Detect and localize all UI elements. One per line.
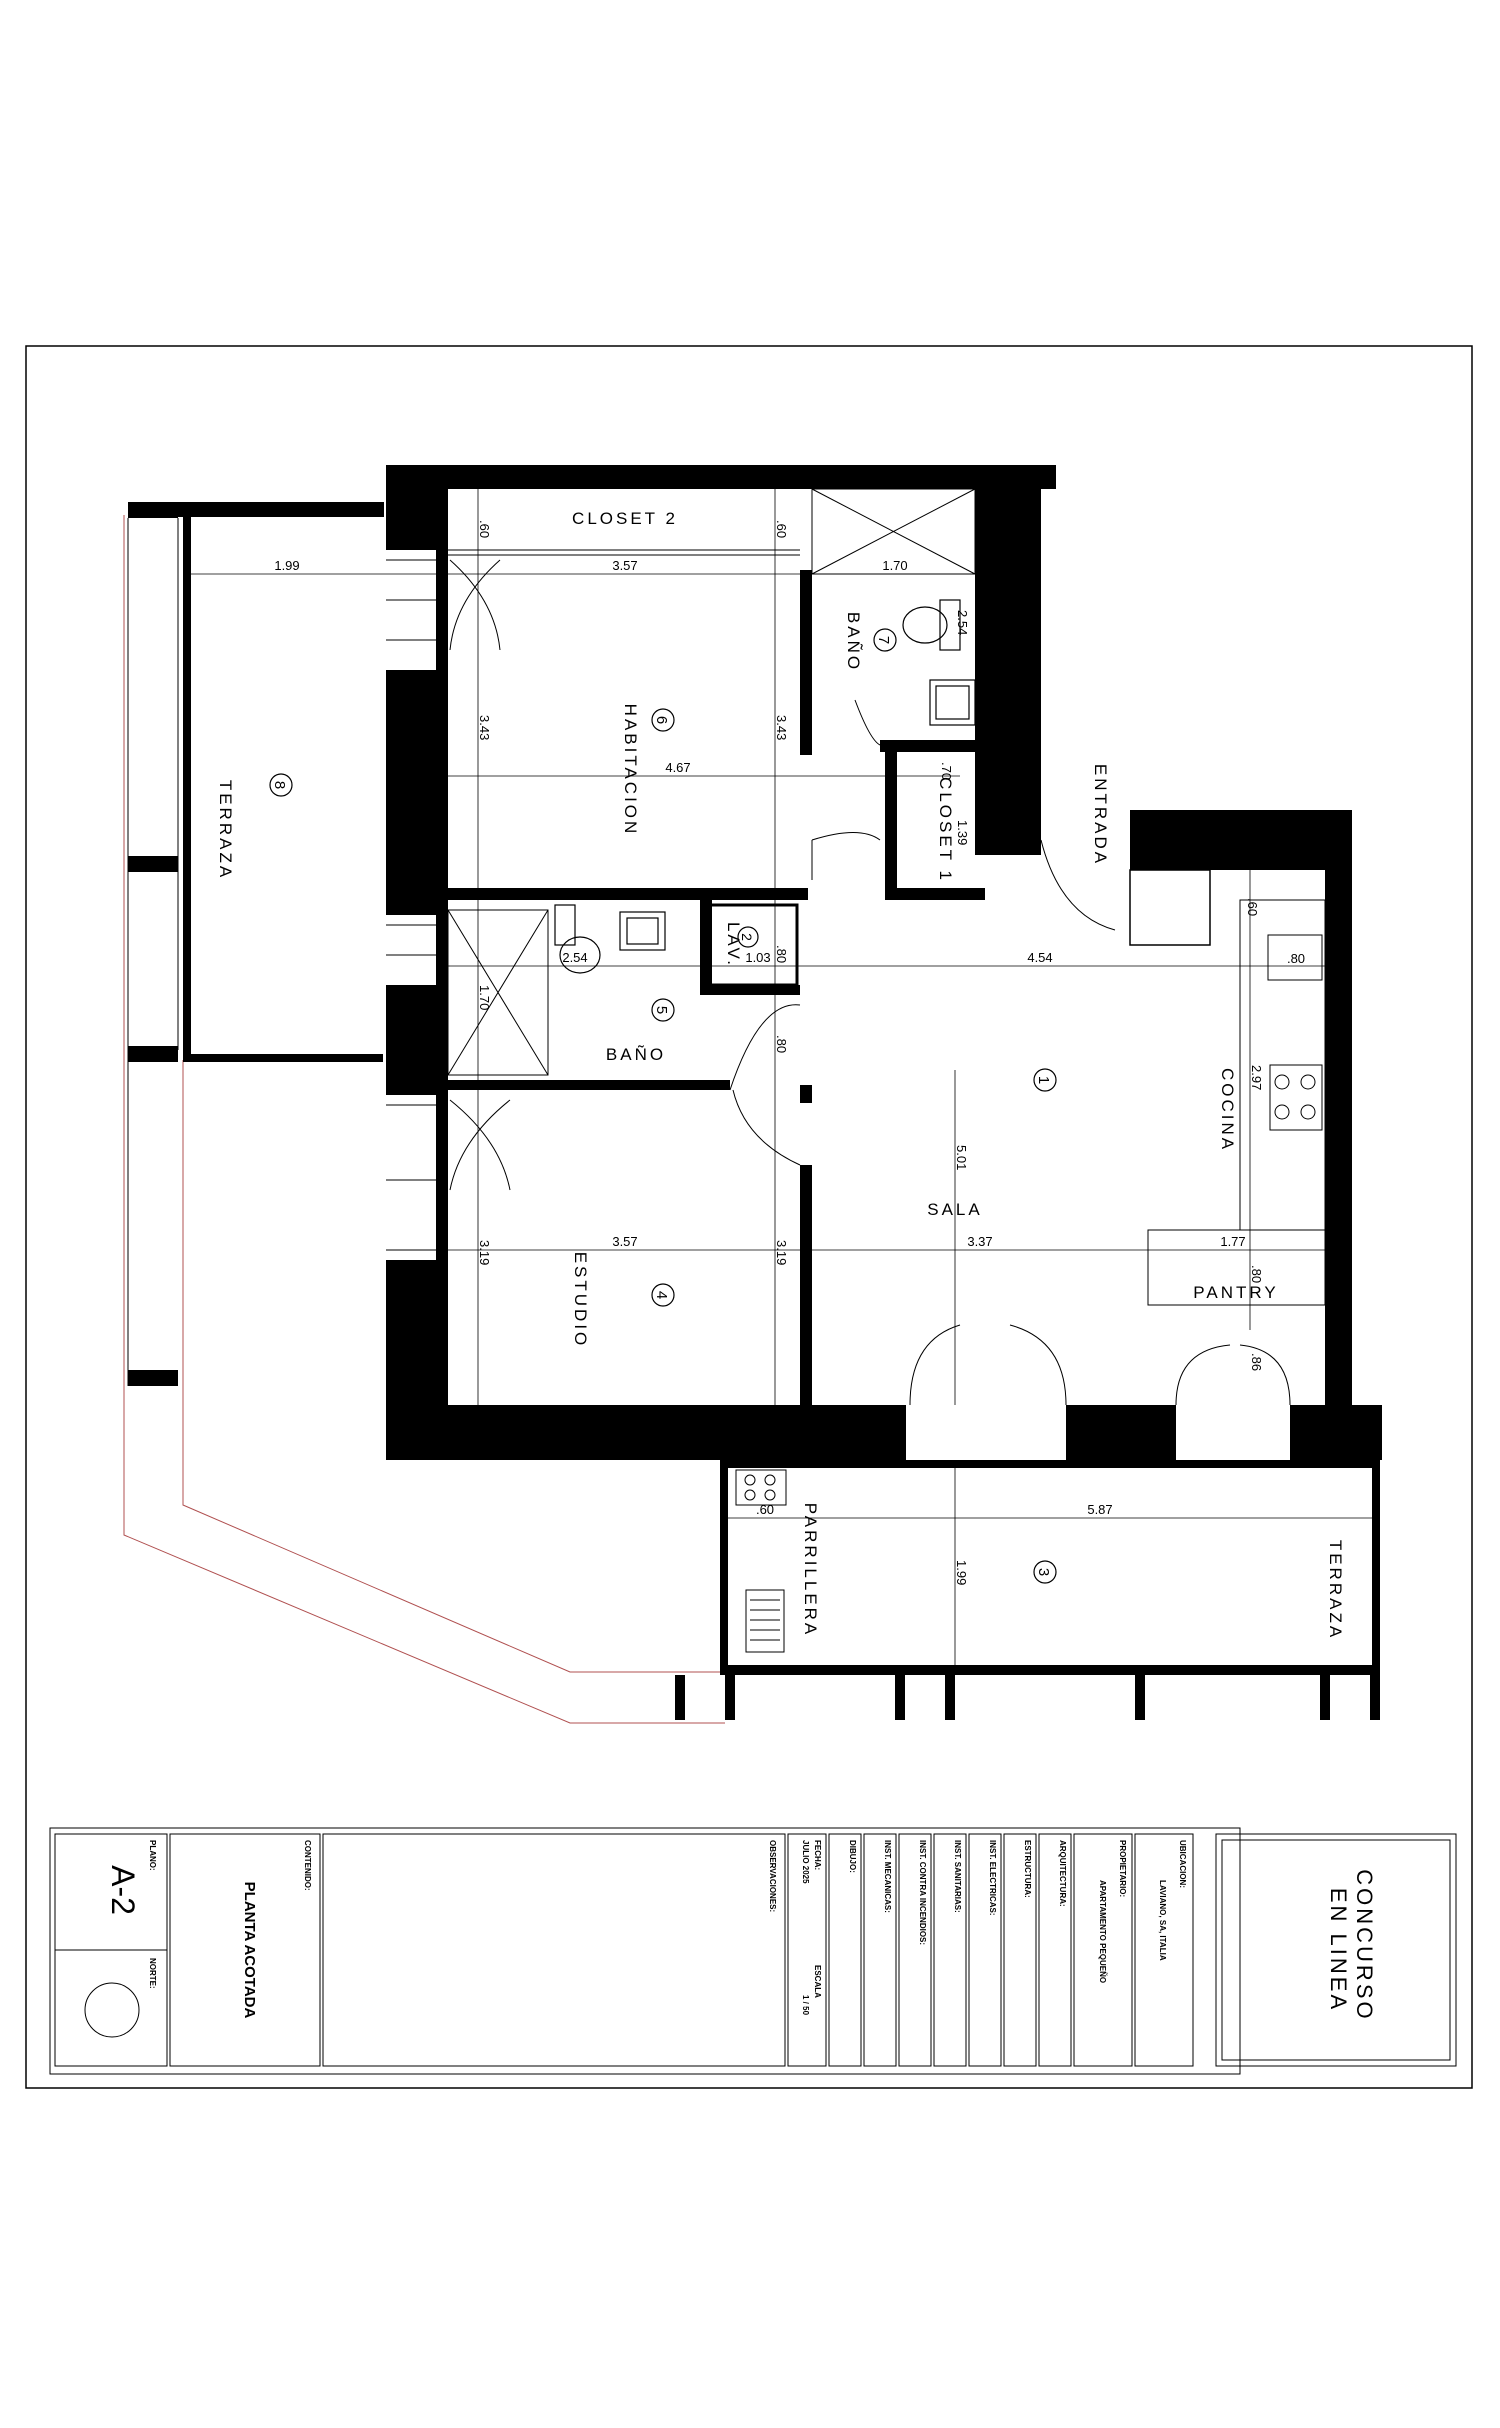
room-3-name: TERRAZA	[1326, 1539, 1345, 1641]
dim-text: .86	[1249, 1353, 1264, 1372]
project-title-line-2: EN LINEA	[1326, 1887, 1351, 2013]
content-title: PLANTA ACOTADA	[241, 1881, 258, 2019]
elec-label: INST. ELECTRICAS:	[988, 1840, 997, 1916]
terrace-3-wall-top	[720, 1460, 1380, 1468]
project-title-line-1: CONCURSO	[1352, 1869, 1377, 2022]
dim-text: 3.19	[774, 1240, 789, 1266]
cocina-label: COCINA	[1218, 1067, 1237, 1153]
closet-1-label: CLOSET 1	[936, 777, 955, 883]
dim-text: 1.39	[955, 820, 970, 846]
wall-cocina-east	[1325, 810, 1352, 1415]
dim-text: .80	[1249, 1265, 1264, 1284]
entrada-label: ENTRADA	[1091, 763, 1110, 867]
wall-int-hab-east	[800, 675, 812, 755]
wall-west-inner	[436, 489, 448, 1459]
dim-text: .60	[1245, 898, 1260, 917]
room-2-name: LAV.	[724, 921, 743, 969]
room-4-number: 4	[653, 1290, 670, 1300]
north-label: NORTE:	[148, 1958, 157, 1989]
location-label: UBICACION:	[1178, 1840, 1187, 1888]
dim-text: 1.99	[274, 558, 300, 573]
wall-south-mid	[1066, 1405, 1176, 1460]
room-1-sala	[927, 1069, 1056, 1219]
room-3-number: 3	[1035, 1567, 1052, 1577]
scale-label: ESCALA	[813, 1965, 822, 1998]
location-value: LAVIANO, SA, ITALIA	[1158, 1880, 1167, 1961]
date-value: JULIO 2025	[801, 1840, 810, 1884]
wall-int-bath7-south	[880, 740, 990, 752]
room-2-number: 2	[739, 933, 755, 941]
terrace-3-posts	[675, 1675, 1380, 1720]
observations-label: OBSERVACIONES:	[768, 1840, 777, 1913]
sink-5-icon	[620, 912, 665, 950]
room-5-bano	[606, 999, 674, 1064]
mech-label: INST. MECANICAS:	[883, 1840, 892, 1913]
room-4-estudio	[571, 1252, 674, 1349]
dim-text: 5.01	[954, 1145, 969, 1171]
sanit-label: INST. SANITARIAS:	[953, 1840, 962, 1913]
dim-text: 3.43	[477, 715, 492, 741]
wall-int-hab-south	[448, 888, 808, 900]
room-7-name: BAÑO	[844, 611, 863, 673]
terrace-3-rail	[720, 1665, 1380, 1675]
terrace-8-col-a	[128, 502, 178, 518]
dim-text: 1.70	[477, 985, 492, 1011]
terrace-8-col-b	[128, 856, 178, 872]
shower-5	[448, 910, 548, 1075]
dim-text: 4.54	[1027, 950, 1053, 965]
dim-text: 1.77	[1220, 1234, 1246, 1249]
wall-int-estudio-east-top	[800, 1085, 812, 1103]
room-7-bano	[844, 612, 896, 672]
sheet-border	[26, 346, 1472, 2088]
room-1-number: 1	[1035, 1075, 1052, 1085]
dim-text: .80	[774, 1035, 789, 1054]
dim-text: 1.99	[954, 1560, 969, 1586]
dim-text: .60	[755, 1502, 775, 1517]
dim-text: 2.54	[562, 950, 588, 965]
fridge	[1130, 870, 1210, 945]
room-5-number: 5	[653, 1005, 670, 1015]
title-block-text	[105, 1840, 1377, 2031]
wall-west-3	[386, 985, 436, 1095]
dimension-lines	[183, 489, 1380, 1670]
wall-east-north	[975, 465, 1041, 855]
dim-text: .80	[774, 945, 789, 964]
room-3-terraza	[1034, 1540, 1345, 1640]
terrace-3-wall-right	[1372, 1460, 1380, 1675]
property-line-inner	[183, 1060, 725, 1672]
terrace-8-col-d	[128, 1370, 178, 1386]
wall-int-bath5-south	[448, 1080, 730, 1090]
wall-west-2	[386, 670, 436, 915]
owner-value: APARTAMENTO PEQUEÑO	[1098, 1880, 1107, 1984]
dim-text: 3.19	[477, 1240, 492, 1266]
dim-text: .80	[1286, 951, 1306, 966]
project-title	[1326, 1869, 1377, 2030]
toilet-7-icon	[903, 600, 960, 650]
dim-text: .70	[939, 762, 954, 781]
wall-north	[386, 465, 1056, 489]
parrillera-label: PARRILLERA	[801, 1502, 820, 1638]
room-5-name: BAÑO	[605, 1045, 667, 1064]
title-block	[50, 1828, 1456, 2074]
room-7-number: 7	[875, 635, 892, 645]
dim-text: 2.54	[955, 610, 970, 636]
dim-text: .60	[774, 520, 789, 539]
owner-label: PROPIETARIO:	[1118, 1840, 1127, 1898]
room-6-name: HABITACION	[621, 703, 640, 837]
room-1-name: SALA	[927, 1200, 983, 1219]
terrace-8-rail-bottom	[183, 1054, 383, 1062]
dim-text: 3.57	[612, 558, 638, 573]
sheet-number: A-2	[105, 1865, 141, 1915]
room-8-number: 8	[271, 780, 288, 790]
terrace-3-wall-left	[720, 1460, 728, 1675]
wall-int-closet1-south	[885, 888, 985, 900]
floor-plan	[124, 465, 1382, 1723]
room-8-name: TERRAZA	[216, 779, 235, 881]
date-label: FECHA:	[813, 1840, 822, 1871]
dim-text: .60	[477, 520, 492, 539]
dim-text: 5.87	[1087, 1502, 1113, 1517]
terrace-8-col-c	[128, 1046, 178, 1062]
wall-int-estudio-east	[800, 1165, 812, 1415]
drawing-label: DIBUJO:	[848, 1840, 857, 1873]
room-8-terraza	[216, 774, 292, 880]
dim-text: 3.43	[774, 715, 789, 741]
dim-text: 1.70	[882, 558, 908, 573]
scale-value: 1 / 50	[801, 1995, 810, 2016]
wall-west-1	[386, 465, 436, 550]
sheet-label: PLANO:	[148, 1840, 157, 1871]
wall-int-bath7-west	[800, 570, 812, 675]
dim-text: 2.97	[1249, 1065, 1264, 1091]
struct-label: ESTRUCTURA:	[1023, 1840, 1032, 1898]
dim-text: 3.37	[967, 1234, 993, 1249]
fire-label: INST. CONTRA INCENDIOS:	[918, 1840, 927, 1946]
wall-int-closet1-west	[885, 752, 897, 892]
terrace-8-rail-left	[183, 512, 191, 1062]
dim-text: 3.57	[612, 1234, 638, 1249]
grill-icon	[736, 1470, 786, 1652]
room-4-name: ESTUDIO	[571, 1251, 590, 1349]
room-6-number: 6	[653, 715, 670, 725]
wall-east-north-step	[990, 850, 1041, 855]
dim-text: 1.03	[745, 950, 771, 965]
content-label: CONTENIDO:	[303, 1840, 312, 1891]
wall-south-west	[386, 1405, 906, 1460]
wall-cocina-north	[1130, 810, 1352, 870]
pantry-label: PANTRY	[1193, 1283, 1279, 1302]
sink-7-icon	[930, 680, 975, 725]
arch-label: ARQUITECTURA:	[1058, 1840, 1067, 1907]
dim-text: 4.67	[665, 760, 691, 775]
closet-2-label: CLOSET 2	[572, 509, 678, 528]
